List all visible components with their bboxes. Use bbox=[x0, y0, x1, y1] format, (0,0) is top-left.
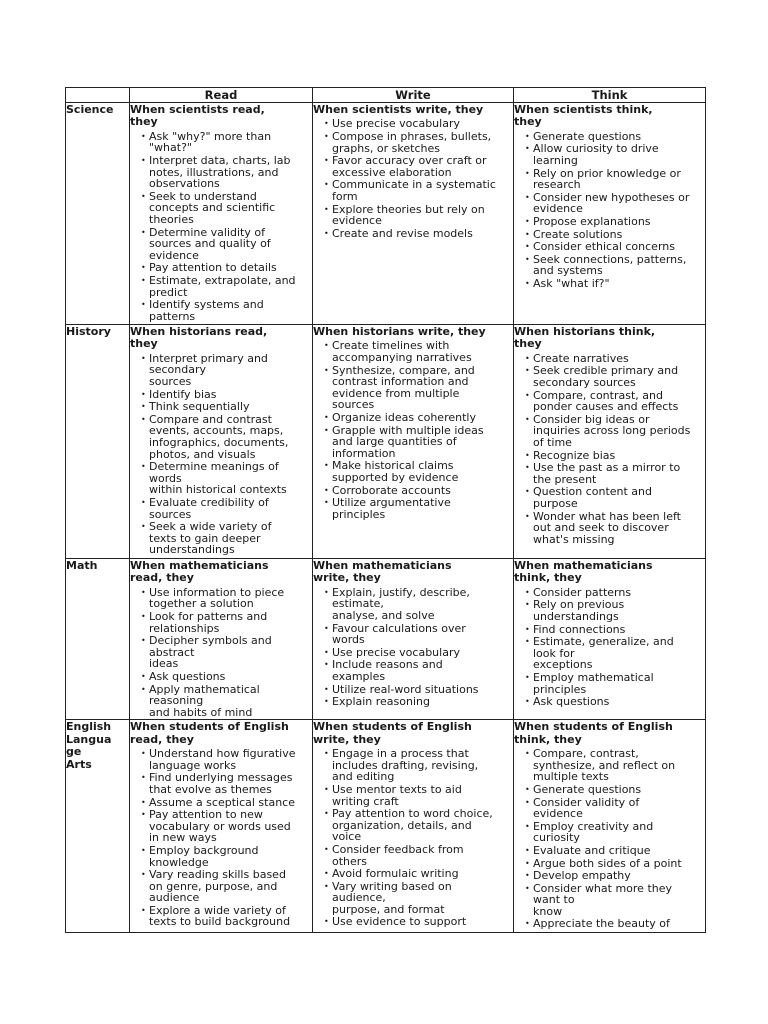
list-item: • Explore a wide variety of texts to build background bbox=[141, 905, 312, 928]
list-item: • Ask questions bbox=[141, 671, 312, 683]
think-cell bbox=[514, 559, 706, 720]
think-bullet-list bbox=[514, 587, 705, 708]
read-bullet-list bbox=[130, 587, 312, 719]
list-item: • Look for patterns and relationships bbox=[141, 611, 312, 634]
list-item: • Employ background knowledge bbox=[141, 845, 312, 868]
think-bullet-list bbox=[514, 353, 705, 546]
list-item: • Create solutions bbox=[525, 229, 705, 241]
row-english-language-arts bbox=[66, 720, 706, 933]
list-item: • Rely on previous understandings bbox=[525, 599, 705, 622]
think-cell bbox=[514, 325, 706, 559]
list-item: • Assume a sceptical stance bbox=[141, 797, 312, 809]
list-item: • Consider new hypotheses or evidence bbox=[525, 192, 705, 215]
read-cell bbox=[130, 103, 313, 325]
list-item: • Employ mathematical principles bbox=[525, 672, 705, 695]
list-item: • Determine validity of sources and quality of evidence bbox=[141, 227, 312, 262]
list-item: • Evaluate credibility of sources bbox=[141, 497, 312, 520]
write-bullet-list bbox=[313, 118, 513, 239]
list-item: • Vary writing based on audience, purpose, and format bbox=[324, 881, 513, 916]
write-bullet-list bbox=[313, 748, 513, 928]
write-lead-text: When mathematicians write, they bbox=[313, 559, 452, 585]
subject-cell bbox=[66, 325, 130, 559]
think-cell bbox=[514, 103, 706, 325]
list-item: • Interpret data, charts, lab notes, illustrations, and observations bbox=[141, 155, 312, 190]
list-item: • Use the past as a mirror to the present bbox=[525, 462, 705, 485]
subject-label: History bbox=[66, 325, 111, 338]
row-math bbox=[66, 559, 706, 720]
list-item: • Vary reading skills based on genre, purpose, and audience bbox=[141, 869, 312, 904]
header-row bbox=[66, 88, 706, 103]
subject-cell bbox=[66, 559, 130, 720]
read-lead-text: When scientists read, they bbox=[130, 103, 265, 129]
list-item: • Generate questions bbox=[525, 131, 705, 143]
list-item: • Argue both sides of a point bbox=[525, 858, 705, 870]
list-item: • Compare, contrast, synthesize, and reflect on multiple texts bbox=[525, 748, 705, 783]
read-bullet-list bbox=[130, 748, 312, 928]
list-item: • Pay attention to details bbox=[141, 262, 312, 274]
list-item: • Ask "why?" more than "what?" bbox=[141, 131, 312, 154]
list-item: • Find connections bbox=[525, 624, 705, 636]
list-item: • Avoid formulaic writing bbox=[324, 868, 513, 880]
read-lead-text: When historians read, they bbox=[130, 325, 268, 351]
list-item: • Determine meanings of words within historical contexts bbox=[141, 461, 312, 496]
list-item: • Use mentor texts to aid writing craft bbox=[324, 784, 513, 807]
row-science bbox=[66, 103, 706, 325]
read-cell bbox=[130, 325, 313, 559]
list-item: • Estimate, generalize, and look for exceptions bbox=[525, 636, 705, 671]
list-item: • Favour calculations over words bbox=[324, 623, 513, 646]
list-item: • Compare and contrast events, accounts, maps, infographics, documents, photos, and visuals bbox=[141, 414, 312, 460]
list-item: • Think sequentially bbox=[141, 401, 312, 413]
list-item: • Synthesize, compare, and contrast information and evidence from multiple sources bbox=[324, 365, 513, 411]
row-history bbox=[66, 325, 706, 559]
list-item: • Allow curiosity to drive learning bbox=[525, 143, 705, 166]
list-item: • Seek a wide variety of texts to gain deeper understandings bbox=[141, 521, 312, 556]
think-lead-text: When scientists think, they bbox=[514, 103, 653, 129]
list-item: • Create and revise models bbox=[324, 228, 513, 240]
read-bullet-list bbox=[130, 353, 312, 556]
think-lead-text: When historians think, they bbox=[514, 325, 656, 351]
list-item: • Include reasons and examples bbox=[324, 659, 513, 682]
read-bullet-list bbox=[130, 131, 312, 323]
list-item: • Utilize argumentative principles bbox=[324, 497, 513, 520]
list-item: • Interpret primary and secondary sources bbox=[141, 353, 312, 388]
write-lead-text: When scientists write, they bbox=[313, 103, 484, 116]
read-lead-text: When mathematicians read, they bbox=[130, 559, 269, 585]
list-item: • Ask "what if?" bbox=[525, 278, 705, 290]
list-item: • Find underlying messages that evolve as themes bbox=[141, 772, 312, 795]
list-item: • Develop empathy bbox=[525, 870, 705, 882]
think-lead-text: When students of English think, they bbox=[514, 720, 673, 746]
read-lead-text: When students of English read, they bbox=[130, 720, 289, 746]
write-bullet-list bbox=[313, 587, 513, 708]
subject-cell bbox=[66, 720, 130, 933]
list-item: • Grapple with multiple ideas and large quantities of information bbox=[324, 425, 513, 460]
list-item: • Consider validity of evidence bbox=[525, 797, 705, 820]
list-item: • Make historical claims supported by evidence bbox=[324, 460, 513, 483]
subject-label: Science bbox=[66, 103, 114, 116]
list-item: • Seek to understand concepts and scientific theories bbox=[141, 191, 312, 226]
list-item: • Generate questions bbox=[525, 784, 705, 796]
list-item: • Pay attention to new vocabulary or words used in new ways bbox=[141, 809, 312, 844]
list-item: • Rely on prior knowledge or research bbox=[525, 168, 705, 191]
think-bullet-list bbox=[514, 748, 705, 930]
list-item: • Create timelines with accompanying narratives bbox=[324, 340, 513, 363]
list-item: • Compose in phrases, bullets, graphs, or sketches bbox=[324, 131, 513, 154]
header-write: Write bbox=[313, 88, 514, 103]
list-item: • Understand how figurative language works bbox=[141, 748, 312, 771]
write-cell bbox=[313, 325, 514, 559]
header-read: Read bbox=[130, 88, 313, 103]
list-item: • Decipher symbols and abstract ideas bbox=[141, 635, 312, 670]
think-cell bbox=[514, 720, 706, 933]
list-item: • Use information to piece together a solution bbox=[141, 587, 312, 610]
list-item: • Propose explanations bbox=[525, 216, 705, 228]
list-item: • Consider patterns bbox=[525, 587, 705, 599]
list-item: • Consider what more they want to know bbox=[525, 883, 705, 918]
read-cell bbox=[130, 559, 313, 720]
write-lead-text: When students of English write, they bbox=[313, 720, 472, 746]
list-item: • Create narratives bbox=[525, 353, 705, 365]
list-item: • Explore theories but rely on evidence bbox=[324, 204, 513, 227]
list-item: • Corroborate accounts bbox=[324, 485, 513, 497]
list-item: • Question content and purpose bbox=[525, 486, 705, 509]
list-item: • Communicate in a systematic form bbox=[324, 179, 513, 202]
list-item: • Evaluate and critique bbox=[525, 845, 705, 857]
list-item: • Favor accuracy over craft or excessive elaboration bbox=[324, 155, 513, 178]
list-item: • Pay attention to word choice, organization, details, and voice bbox=[324, 808, 513, 843]
subject-label: Math bbox=[66, 559, 98, 572]
list-item: • Identify bias bbox=[141, 389, 312, 401]
header-corner bbox=[66, 88, 130, 103]
think-bullet-list bbox=[514, 131, 705, 290]
write-cell bbox=[313, 720, 514, 933]
list-item: • Estimate, extrapolate, and predict bbox=[141, 275, 312, 298]
write-lead-text: When historians write, they bbox=[313, 325, 486, 338]
write-cell bbox=[313, 103, 514, 325]
list-item: • Utilize real-word situations bbox=[324, 684, 513, 696]
list-item: • Seek credible primary and secondary sources bbox=[525, 365, 705, 388]
list-item: • Appreciate the beauty of bbox=[525, 918, 705, 930]
list-item: • Consider feedback from others bbox=[324, 844, 513, 867]
list-item: • Ask questions bbox=[525, 696, 705, 708]
write-cell bbox=[313, 559, 514, 720]
list-item: • Organize ideas coherently bbox=[324, 412, 513, 424]
list-item: • Recognize bias bbox=[525, 450, 705, 462]
subject-cell bbox=[66, 103, 130, 325]
read-cell bbox=[130, 720, 313, 933]
list-item: • Identify systems and patterns bbox=[141, 299, 312, 322]
disciplinary-literacy-table bbox=[65, 87, 706, 933]
list-item: • Consider ethical concerns bbox=[525, 241, 705, 253]
list-item: • Explain, justify, describe, estimate, analyse, and solve bbox=[324, 587, 513, 622]
list-item: • Apply mathematical reasoning and habits of mind bbox=[141, 684, 312, 719]
list-item: • Seek connections, patterns, and systems bbox=[525, 254, 705, 277]
table-body bbox=[66, 103, 706, 933]
list-item: • Use evidence to support bbox=[324, 916, 513, 928]
list-item: • Consider big ideas or inquiries across long periods of time bbox=[525, 414, 705, 449]
list-item: • Use precise vocabulary bbox=[324, 647, 513, 659]
list-item: • Compare, contrast, and ponder causes and effects bbox=[525, 390, 705, 413]
list-item: • Employ creativity and curiosity bbox=[525, 821, 705, 844]
write-bullet-list bbox=[313, 340, 513, 520]
list-item: • Use precise vocabulary bbox=[324, 118, 513, 130]
header-think: Think bbox=[514, 88, 706, 103]
list-item: • Engage in a process that includes drafting, revising, and editing bbox=[324, 748, 513, 783]
subject-label: English Langua ge Arts bbox=[66, 720, 112, 771]
list-item: • Explain reasoning bbox=[324, 696, 513, 708]
list-item: • Wonder what has been left out and seek to discover what's missing bbox=[525, 511, 705, 546]
think-lead-text: When mathematicians think, they bbox=[514, 559, 653, 585]
